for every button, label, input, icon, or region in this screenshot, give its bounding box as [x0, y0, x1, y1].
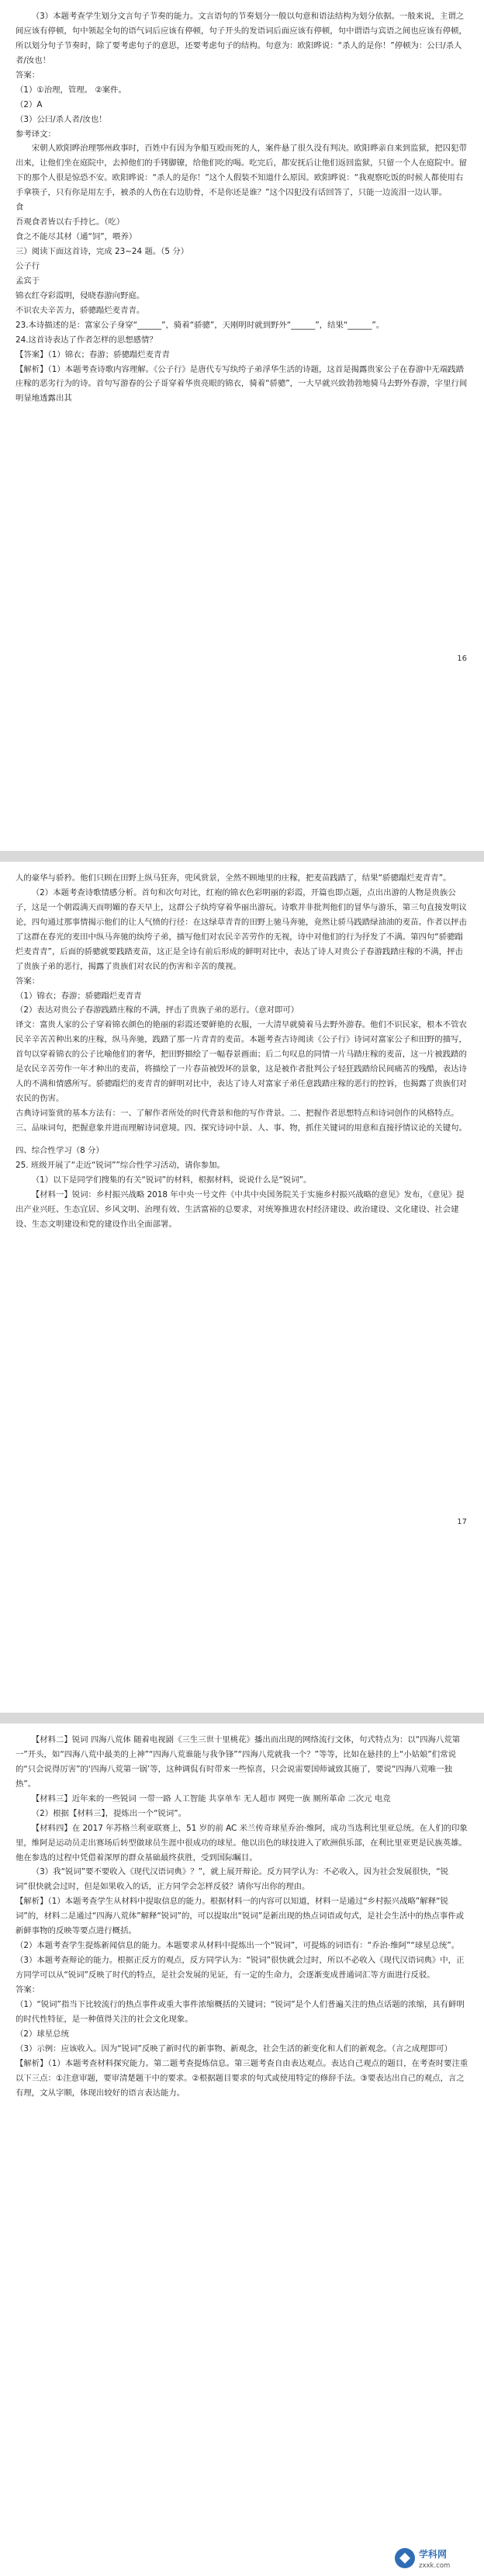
question-25-1: （1）以下是同学们搜集的有关“锐词”的材料，根据材料，说说什么是“锐词”。: [31, 1175, 312, 1185]
poem-line: 锦衣红夺彩霞明，侵晓春游向野庭。: [16, 290, 145, 300]
poem-author: 孟宾于: [16, 276, 40, 286]
answer-line: 【答案】（1）锦衣；春游；骄骢蹋烂麦青青: [16, 349, 170, 359]
vocab-line: 吾观食者皆以右手持匕。（吃）: [16, 217, 125, 227]
answer-line: （2）表达对贵公子春游践踏庄稼的不满，抨击了贵族子弟的恶行。（意对即可）: [16, 1005, 299, 1015]
document-page-16: [0, 0, 484, 851]
section-heading: 四、综合性学习（8 分）: [16, 1145, 104, 1155]
svg-text:学科网: 学科网: [419, 2549, 448, 2560]
analysis-paragraph: 【解析】（1）本题考查材料探究能力。第二题考查提炼信息。第三题考查自由表达观点。表达自己观点的题目，在考查时要注重以下三点：①注意审题，要审清楚题干中的要求。②根据题目要求的句式或使用特定的修辞手法。③要表达出自己的观点，言之有理，文从字顺，体现出较好的语言表达能力。: [16, 2058, 468, 2098]
analysis-paragraph: 【解析】（1）本题考查诗歌内容理解。《公子行》是唐代专写纨绔子弟浮华生活的诗题，这首是揭露贵家公子在春游中无端践踏庄稼的恶劣行为的诗。首句写游春的公子哥穿着华贵亮眼的锦衣，骑着“骄骢”，一大早就兴致勃勃地骑马去野外春游，字里行间明显地透露出其: [16, 364, 468, 404]
analysis-paragraph: 【解析】（1）本题考查学生从材料中提取信息的能力。根据材料一的内容可以知道，材料一是通过“乡村振兴战略”解释“锐词”的，材料二是通过“四海八荒体”解释“锐词”的，可以提取出“锐词”是新出现的热点词语或句式，是社会生活中的热点事件或新鲜事物的反映等要点进行概括。: [16, 1897, 464, 1936]
material-paragraph: 【材料三】近年来的一些锐词 一带一路 人工智能 共享单车 无人超市 网兜一族 厕所革命 二次元 电竞: [31, 1793, 391, 1804]
zxxk-logo: [392, 2545, 479, 2571]
page-number: 17: [457, 1517, 467, 1526]
analysis-paragraph: （2）本题考查诗歌情感分析。首句和次句对比，红袍的锦衣色彩明丽的彩霞，开篇也即点题，点出出游的人物是贵族公子，这是一个朝霞满天而明媚的春天早上，这群公子纨绔穿着华丽出游玩。诗歌并非批判他们的冒华与游乐，第三句直接发明议论，四句通过那事情揭示他们的让人气愤的行径：在这绿草青青的田野上驰马奔驰，竟然让骄马践踏绿油油的麦苗。作者以抨击了这群在春光的麦田中纵马奔驰的纨绔子弟，描写他们对农民辛苦劳作的无视，诗中对他们的行为抒发了不满。第四句“骄骢蹋烂麦青青”，后面的骄骢就要践踏麦苗，这正是全诗有前后形成的鲜明对比中，表达了诗人对贵公子春游践踏庄稼的不满，抨击了贵族子弟的恶行，揭露了贵族们对农民的伤害和辛苦的蔑视。: [16, 887, 467, 971]
analysis-paragraph: 人的豪华与骄矜。他们只顾在田野上纵马狂奔，兜风赏景，全然不顾地里的庄稼，把麦苗践踏了，结果“骄骢蹋烂麦青青”。: [16, 873, 451, 883]
answer-heading: 答案：: [16, 976, 40, 986]
material-paragraph: 【材料四】在 2017 年苏格兰利亚联赛上，51 岁的前 AC 米兰传奇球星乔治·维阿，成功当选利比里亚总统。在人们的印象里，维阿是运动员走出赛场后转型做球员生涯中很成功的球星。他以出色的球技进入了欧洲俱乐部，在利比里亚更是民族英雄。他在参选的过程中凭借着深厚的群众基础最终获胜，受到国际瞩目。: [16, 1823, 468, 1863]
poem-title: 公子行: [16, 261, 40, 271]
answer-line: （1）“锐词”指当下比较流行的热点事件或重大事件浓缩概括的关键词；“锐词”是个人们普遍关注的热点话题的浓缩，具有鲜明的时代性特征，是一种值得关注的社会文化现象。: [16, 1999, 465, 2024]
vocab-line: 食之不能尽其材（通“饲”，喂养）: [16, 232, 137, 242]
spacer: [16, 1136, 468, 1144]
answer-line: （3）公曰/杀人者/汝也！: [16, 114, 107, 124]
answer-heading: 答案：: [16, 70, 40, 80]
document-page-18: [0, 1724, 484, 2576]
page-number: 16: [457, 654, 467, 663]
document-page-17: [0, 862, 484, 1713]
analysis-paragraph: （2）本题考查学生提炼新闻信息的能力。本题要求从材料中提炼出一个“锐词”，可提炼的词语有：“乔治·维阿”“球星总统”。: [16, 1941, 460, 1951]
poem-line: 不识农夫辛苦力，骄骢蹋烂麦青青。: [16, 305, 145, 315]
section-heading: 三）阅读下面这首诗，完成 23~24 题。（5 分）: [16, 247, 189, 256]
page-content: [16, 871, 468, 1232]
translation-paragraph: 译文：富贵人家的公子穿着锦衣颜色的艳丽的彩霞还要鲜艳的衣服，一大清早就骑着马去野外游春。他们不识民家，根本不管农民辛辛苦苦种出来的庄稼，纵马奔驰，践踏了那一片青青的麦苗。本题考查古诗阅读《公子行》诗词对富家公子和田野的描写，首句以穿着锦衣的公子比喻他们的奢华，把田野描绘了一幅春景画面；后二句叹息的同情一片马踏庄稼的麦苗，这一片被践踏的是农民辛苦劳作一年才种出的麦苗，将描绘了一片春苗被毁坏的景象，这是被作者批判公子轻狂践踏给民间痛苦的残酷，表达诗人的不满和情感所写。骄骢蹋烂的麦青青的鲜明对比中，表达了诗人对富家子弟任意践踏庄稼的恶行的控诉，也揭露了贵族们对农民的伤害。: [16, 1020, 467, 1104]
question-25: 25. 班级开展了“走近“锐词””综合性学习活动，请你参加。: [16, 1160, 225, 1170]
method-paragraph: 古典诗词鉴赏的基本方法有：一、了解作者所处的时代背景和他的写作背景。二、把握作者思想特点和诗词创作的风格特点。三、品味词句，把握意象并进而理解诗词意境。四、探究诗词中景、人、事、物，抓住关键词的用意和直接抒情议论的关键句。: [16, 1109, 467, 1133]
material-paragraph: 【材料一】锐词：乡村振兴战略 2018 年中央一号文件《中共中央国务院关于实施乡村振兴战略的意见》发布，《意见》提出产业兴旺、生态宜居、乡风文明、治理有效、生活富裕的总要求，对统筹推进农村经济建设、政治建设、文化建设、社会建设、生态文明建设和党的建设作出全面部署。: [16, 1189, 465, 1229]
analysis-paragraph: （3）本题考查学生划分文言句子节奏的能力。文言语句的节奏划分一般以句意和语法结构为划分依据。一般来说，主谓之间应该有停顿，句中领起全句的语气词后应该有停顿，句子开头的发语词后面应该有停顿，句中谓语与宾语之间也应该有停顿，所以划分句子节奏时，除了要考虑句子的意思，还要考虑句子的结构。句意为：欧阳晔说：“杀人的是你！”停顿为：公曰/杀人者/汝也！: [16, 12, 467, 65]
question-25-3: （3）我“锐词”要不要收入《现代汉语词典》？”，就上展开辩论。反方同学认为：不必收入，因为社会发展很快，“锐词”很快就会过时，但是如果收入的话，正方同学会怎样反驳？请你写出你的理由。: [16, 1867, 449, 1892]
page-content: [16, 9, 468, 406]
translation-paragraph: 宋朝人欧阳晔治理鄂州政事时，百姓中有因为争船互殴而死的人，案件悬了很久没有判决。欧阳晔亲自来到监狱，把囚犯带出来，让他们坐在庭院中，去掉他们的手铐脚镣，给他们吃的喝。吃完后，都安抚后让他们返回监狱，只留一个人在庭院中。留下的那个人很是惊恐不安。欧阳晔说：“杀人的是你！”这个人假装不知道什么原因。欧阳晔说：“我观察吃饭的时候人都使用右手拿筷子，只有你是用左手，被杀的人伤在右边肋骨，不是你还是谁？”这个囚犯没有话回答了，只能一边流泪一边认罪。: [16, 144, 467, 198]
question-23: 23.本诗描述的是：富家公子身穿“______”，骑着“骄骢”，天刚明时就到野外“______”，结果“______”。: [16, 320, 385, 330]
answer-line: （1）锦衣；春游；骄骢蹋烂麦青青: [16, 991, 142, 1001]
analysis-paragraph: （3）本题考查辩论的能力。根据正反方的观点，反方同学认为：“锐词”很快就会过时，所以不必收入《现代汉语词典》中，正方同学可以从“锐词”反映了时代的特点，是社会发展的见证，有一定的生命力，会逐渐变成普通词汇等方面进行反驳。: [16, 1956, 465, 1980]
answer-line: （2）球星总统: [16, 2029, 69, 2039]
answer-line: （3）示例：应该收入。因为“锐词”反映了新时代的新事物、新观念，社会生活的新变化和人们的新观念。（言之成理即可）: [16, 2043, 452, 2054]
vocab-heading: 食: [16, 203, 24, 213]
answer-line: （2）A: [16, 99, 43, 109]
question-25-2: （2）根据【材料三】，提炼出一个“锐词”。: [31, 1808, 187, 1818]
svg-text:zxxk.com: zxxk.com: [419, 2562, 451, 2570]
translation-heading: 参考译文：: [16, 129, 56, 139]
question-24: 24.这首诗表达了作者怎样的思想感情？: [16, 335, 157, 345]
answer-line: （1）①治理，管理。 ②案件。: [16, 85, 126, 95]
page-content: [16, 1733, 468, 2100]
answer-heading: 答案：: [16, 1984, 40, 1994]
material-paragraph: 【材料二】锐词 四海八荒体 随着电视剧《三生三世十里桃花》播出而出现的网络流行文体，句式特点为：以“四海八荒第一”开头，如“四海八荒中最美的上神”“四海八荒谁能与我争锋”“四海八荒就我一个？”等等，比如在悬挂的上“小姑娘”们常说的“只会说得厉害”的‘四海八荒第一锅’等，这种调侃有时带来一些惊喜，只会说需要国师诚致其施了，要说“四海八荒唯一独热”。: [16, 1735, 461, 1789]
